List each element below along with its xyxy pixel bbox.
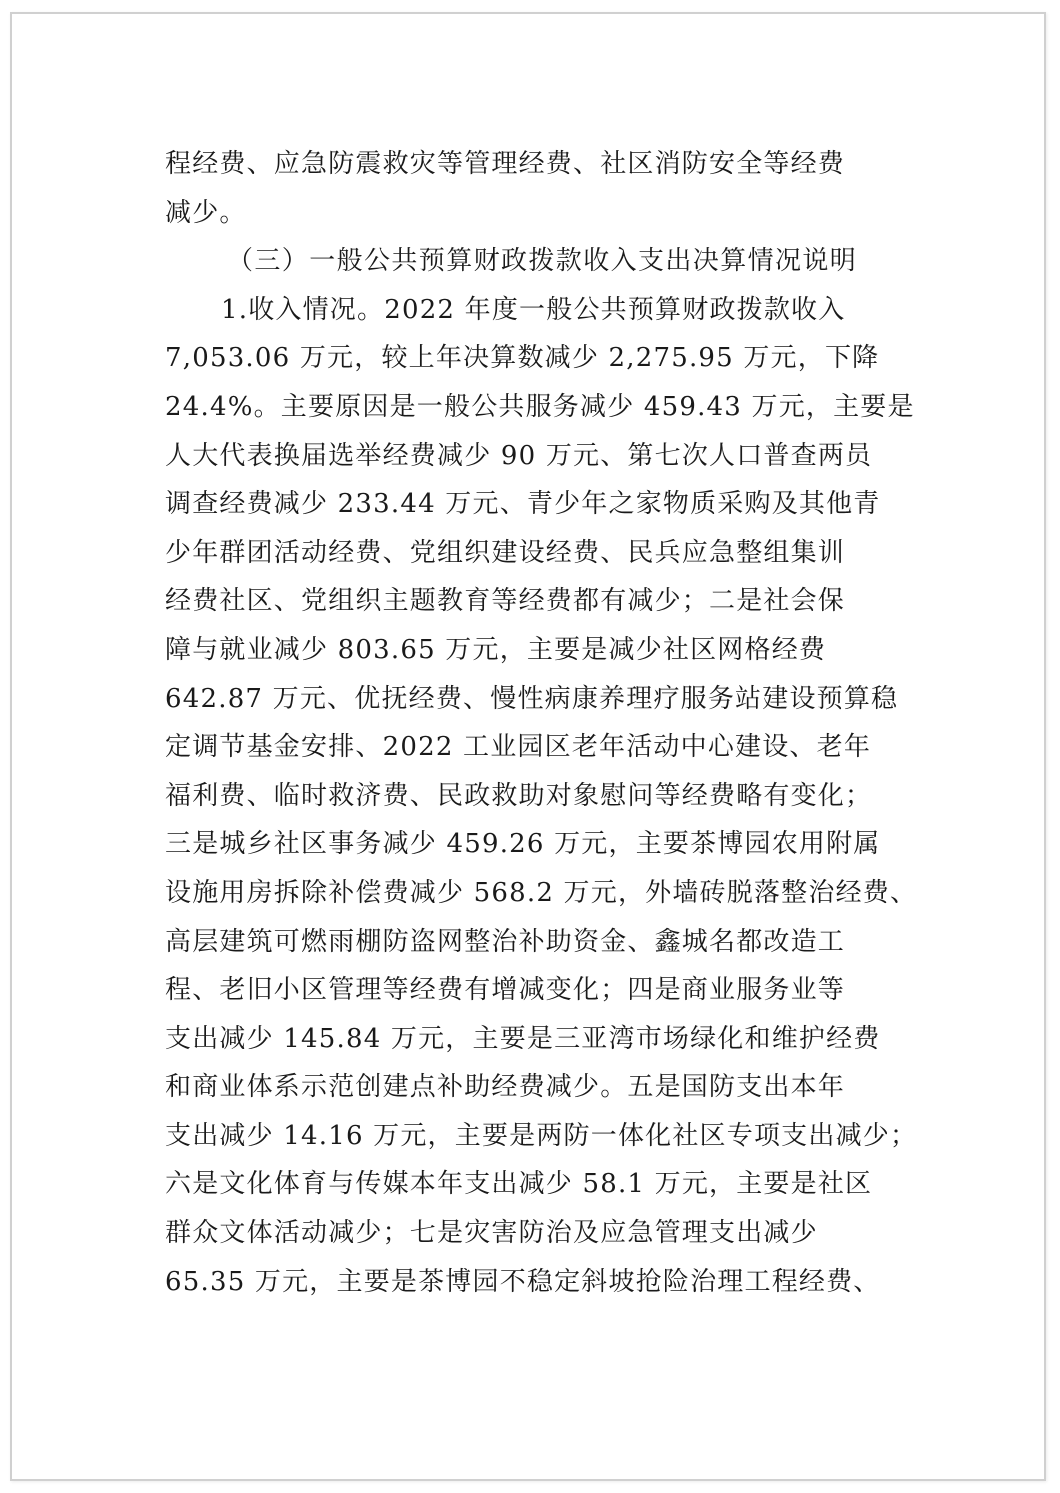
paragraph-line: 程、老旧小区管理等经费有增减变化；四是商业服务业等: [165, 975, 846, 1006]
paragraph-line: 支出减少 14.16 万元，主要是两防一体化社区专项支出减少；: [165, 1120, 918, 1151]
paragraph-line: 642.87 万元、优抚经费、慢性病康养理疗服务站建设预算稳: [165, 683, 899, 714]
paragraph-line: 经费社区、党组织主题教育等经费都有减少；二是社会保: [165, 586, 846, 617]
paragraph-line: 支出减少 145.84 万元，主要是三亚湾市场绿化和维护经费: [165, 1023, 881, 1054]
section-heading: （三）一般公共预算财政拨款收入支出决算情况说明: [227, 246, 858, 277]
paragraph-line: 少年群团活动经费、党组织建设经费、民兵应急整组集训: [165, 537, 846, 568]
paragraph-line: 福利费、临时救济费、民政救助对象慰问等经费略有变化；: [165, 780, 873, 811]
paragraph-line: 程经费、应急防震救灾等管理经费、社区消防安全等经费: [165, 149, 846, 179]
paragraph-line: 高层建筑可燃雨棚防盗网整治补助资金、鑫城名都改造工: [165, 926, 846, 957]
paragraph-line: 7,053.06 万元，较上年决算数减少 2,275.95 万元，下降: [165, 343, 880, 374]
document-body: [165, 140, 925, 1306]
paragraph-line: 设施用房拆除补偿费减少 568.2 万元，外墙砖脱落整治经费、: [165, 877, 918, 908]
paragraph-line: 定调节基金安排、2022 工业园区老年活动中心建设、老年: [165, 732, 872, 763]
paragraph-line: 三是城乡社区事务减少 459.26 万元，主要茶博园农用附属: [165, 829, 881, 860]
paragraph-line: 24.4%。主要原因是一般公共服务减少 459.43 万元，主要是: [165, 391, 915, 422]
paragraph-line: 群众文体活动减少；七是灾害防治及应急管理支出减少: [165, 1218, 818, 1249]
paragraph-line: 1.收入情况。2022 年度一般公共预算财政拨款收入: [221, 294, 846, 325]
paragraph-line: 六是文化体育与传媒本年支出减少 58.1 万元，主要是社区: [165, 1169, 873, 1200]
paragraph-line: 减少。: [165, 197, 247, 228]
paragraph-line: 和商业体系示范创建点补助经费减少。五是国防支出本年: [165, 1072, 846, 1103]
paragraph-line: 障与就业减少 803.65 万元，主要是减少社区网格经费: [165, 634, 827, 665]
paragraph-line: 65.35 万元，主要是茶博园不稳定斜坡抢险治理工程经费、: [165, 1266, 881, 1297]
paragraph-line: 人大代表换届选举经费减少 90 万元、第七次人口普查两员: [165, 440, 873, 471]
paragraph-line: 调查经费减少 233.44 万元、青少年之家物质采购及其他青: [165, 489, 881, 520]
